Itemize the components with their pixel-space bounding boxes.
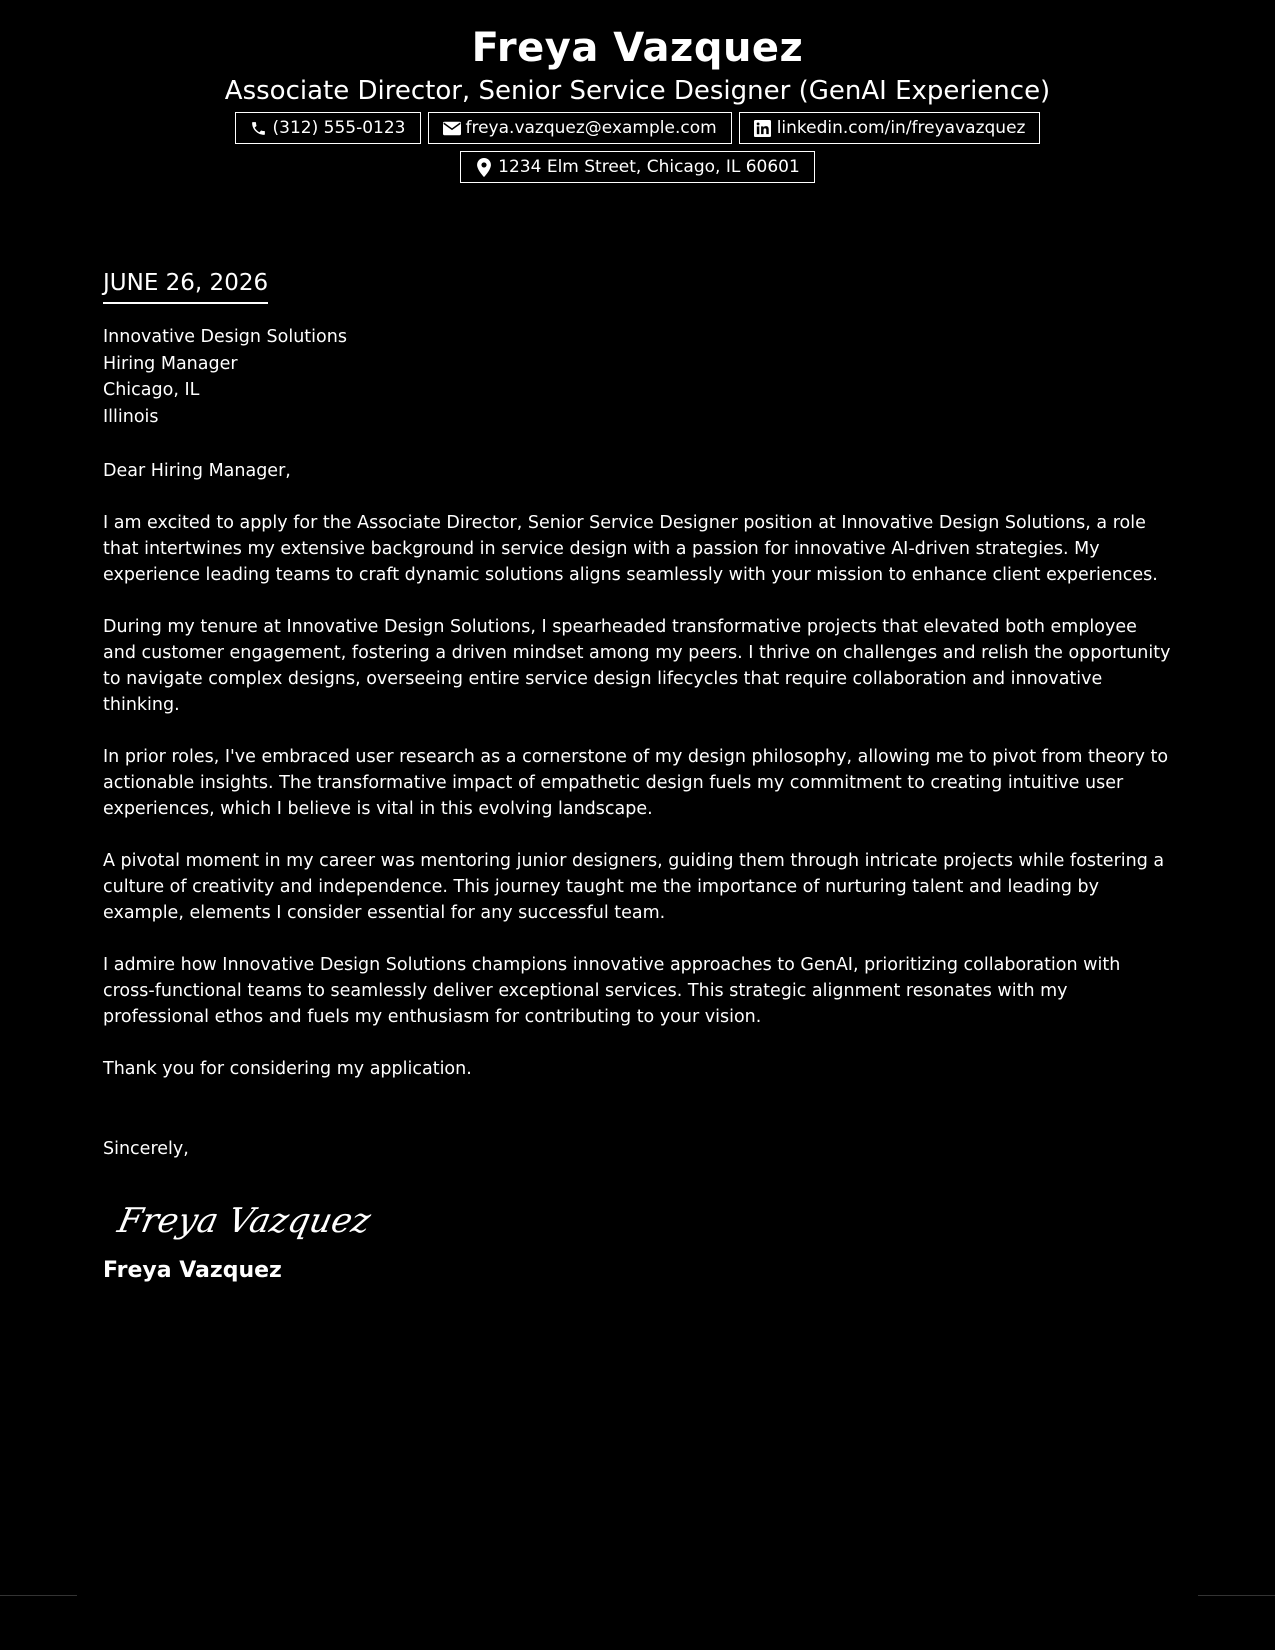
handwritten-signature: [114, 1190, 1173, 1250]
letter-body: [103, 268, 1173, 1286]
recipient-block: [103, 324, 1173, 430]
map-pin-icon: [475, 158, 493, 176]
body-paragraph: A pivotal moment in my career was mentoring junior designers, guiding them through intricate projects while fostering a culture of creativity and independence. This journey taught me the importance of nurturing talent and leading by example, elements I consider essential for any successful team.: [103, 851, 1165, 923]
salutation: Dear Hiring Manager,: [103, 461, 291, 481]
phone-text: (312) 555-0123: [272, 118, 406, 138]
body-paragraph: I admire how Innovative Design Solutions champions innovative approaches to GenAI, prioritizing collaboration with cross-functional teams to seamlessly deliver exceptional services. This strategic alignment resonates with my professional ethos and fuels my enthusiasm for contributing to your vision.: [103, 955, 1121, 1027]
applicant-title: Associate Director, Senior Service Designer (GenAI Experience): [224, 76, 1051, 106]
email-text: freya.vazquez@example.com: [465, 118, 717, 138]
phone-chip[interactable]: [235, 112, 421, 144]
contact-row-primary: [0, 112, 1275, 144]
signature-text: Freya Vazquez: [114, 1201, 375, 1241]
phone-icon: [250, 119, 268, 137]
body-paragraph: During my tenure at Innovative Design Solutions, I spearheaded transformative projects that elevated both employee and customer engagement, fostering a driven mindset among my peers. I thrive on challenges and relish the opportunity to navigate complex designs, overseeing entire service design lifecycles that require collaboration and innovative thinking.: [103, 617, 1171, 715]
linkedin-text: linkedin.com/in/freyavazquez: [776, 118, 1026, 138]
linkedin-chip[interactable]: [739, 112, 1041, 144]
body-paragraph: I am excited to apply for the Associate Director, Senior Service Designer position at Innovative Design Solutions, a role that intertwines my extensive background in service design with a passion for innovative AI-driven strategies. My experience leading teams to craft dynamic solutions aligns seamlessly with your mission to enhance client experiences.: [103, 513, 1158, 585]
letter-date: JUNE 26, 2026: [103, 268, 268, 304]
applicant-name: Freya Vazquez: [471, 25, 804, 71]
address-chip: [460, 151, 815, 183]
footer-divider-right: [1198, 1595, 1275, 1596]
body-paragraph: In prior roles, I've embraced user research as a cornerstone of my design philosophy, allowing me to pivot from theory to actionable insights. The transformative impact of empathetic design fuels my commitment to creating intuitive user experiences, which I believe is vital in this evolving landscape.: [103, 747, 1169, 819]
linkedin-icon: [754, 119, 772, 137]
recipient-company: Innovative Design Solutions: [103, 327, 347, 347]
letter-header: [0, 22, 1275, 183]
footer-divider-left: [0, 1595, 77, 1596]
recipient-city: Chicago, IL: [103, 380, 200, 400]
recipient-role: Hiring Manager: [103, 353, 238, 374]
recipient-state: Illinois: [103, 406, 159, 427]
envelope-icon: [443, 119, 461, 137]
thank-you-line: Thank you for considering my application.: [103, 1059, 472, 1079]
contact-row-secondary: [0, 151, 1275, 183]
address-text: 1234 Elm Street, Chicago, IL 60601: [498, 157, 800, 177]
email-chip[interactable]: [428, 112, 732, 144]
signer-name: Freya Vazquez: [103, 1258, 282, 1283]
closing: Sincerely,: [103, 1139, 189, 1159]
